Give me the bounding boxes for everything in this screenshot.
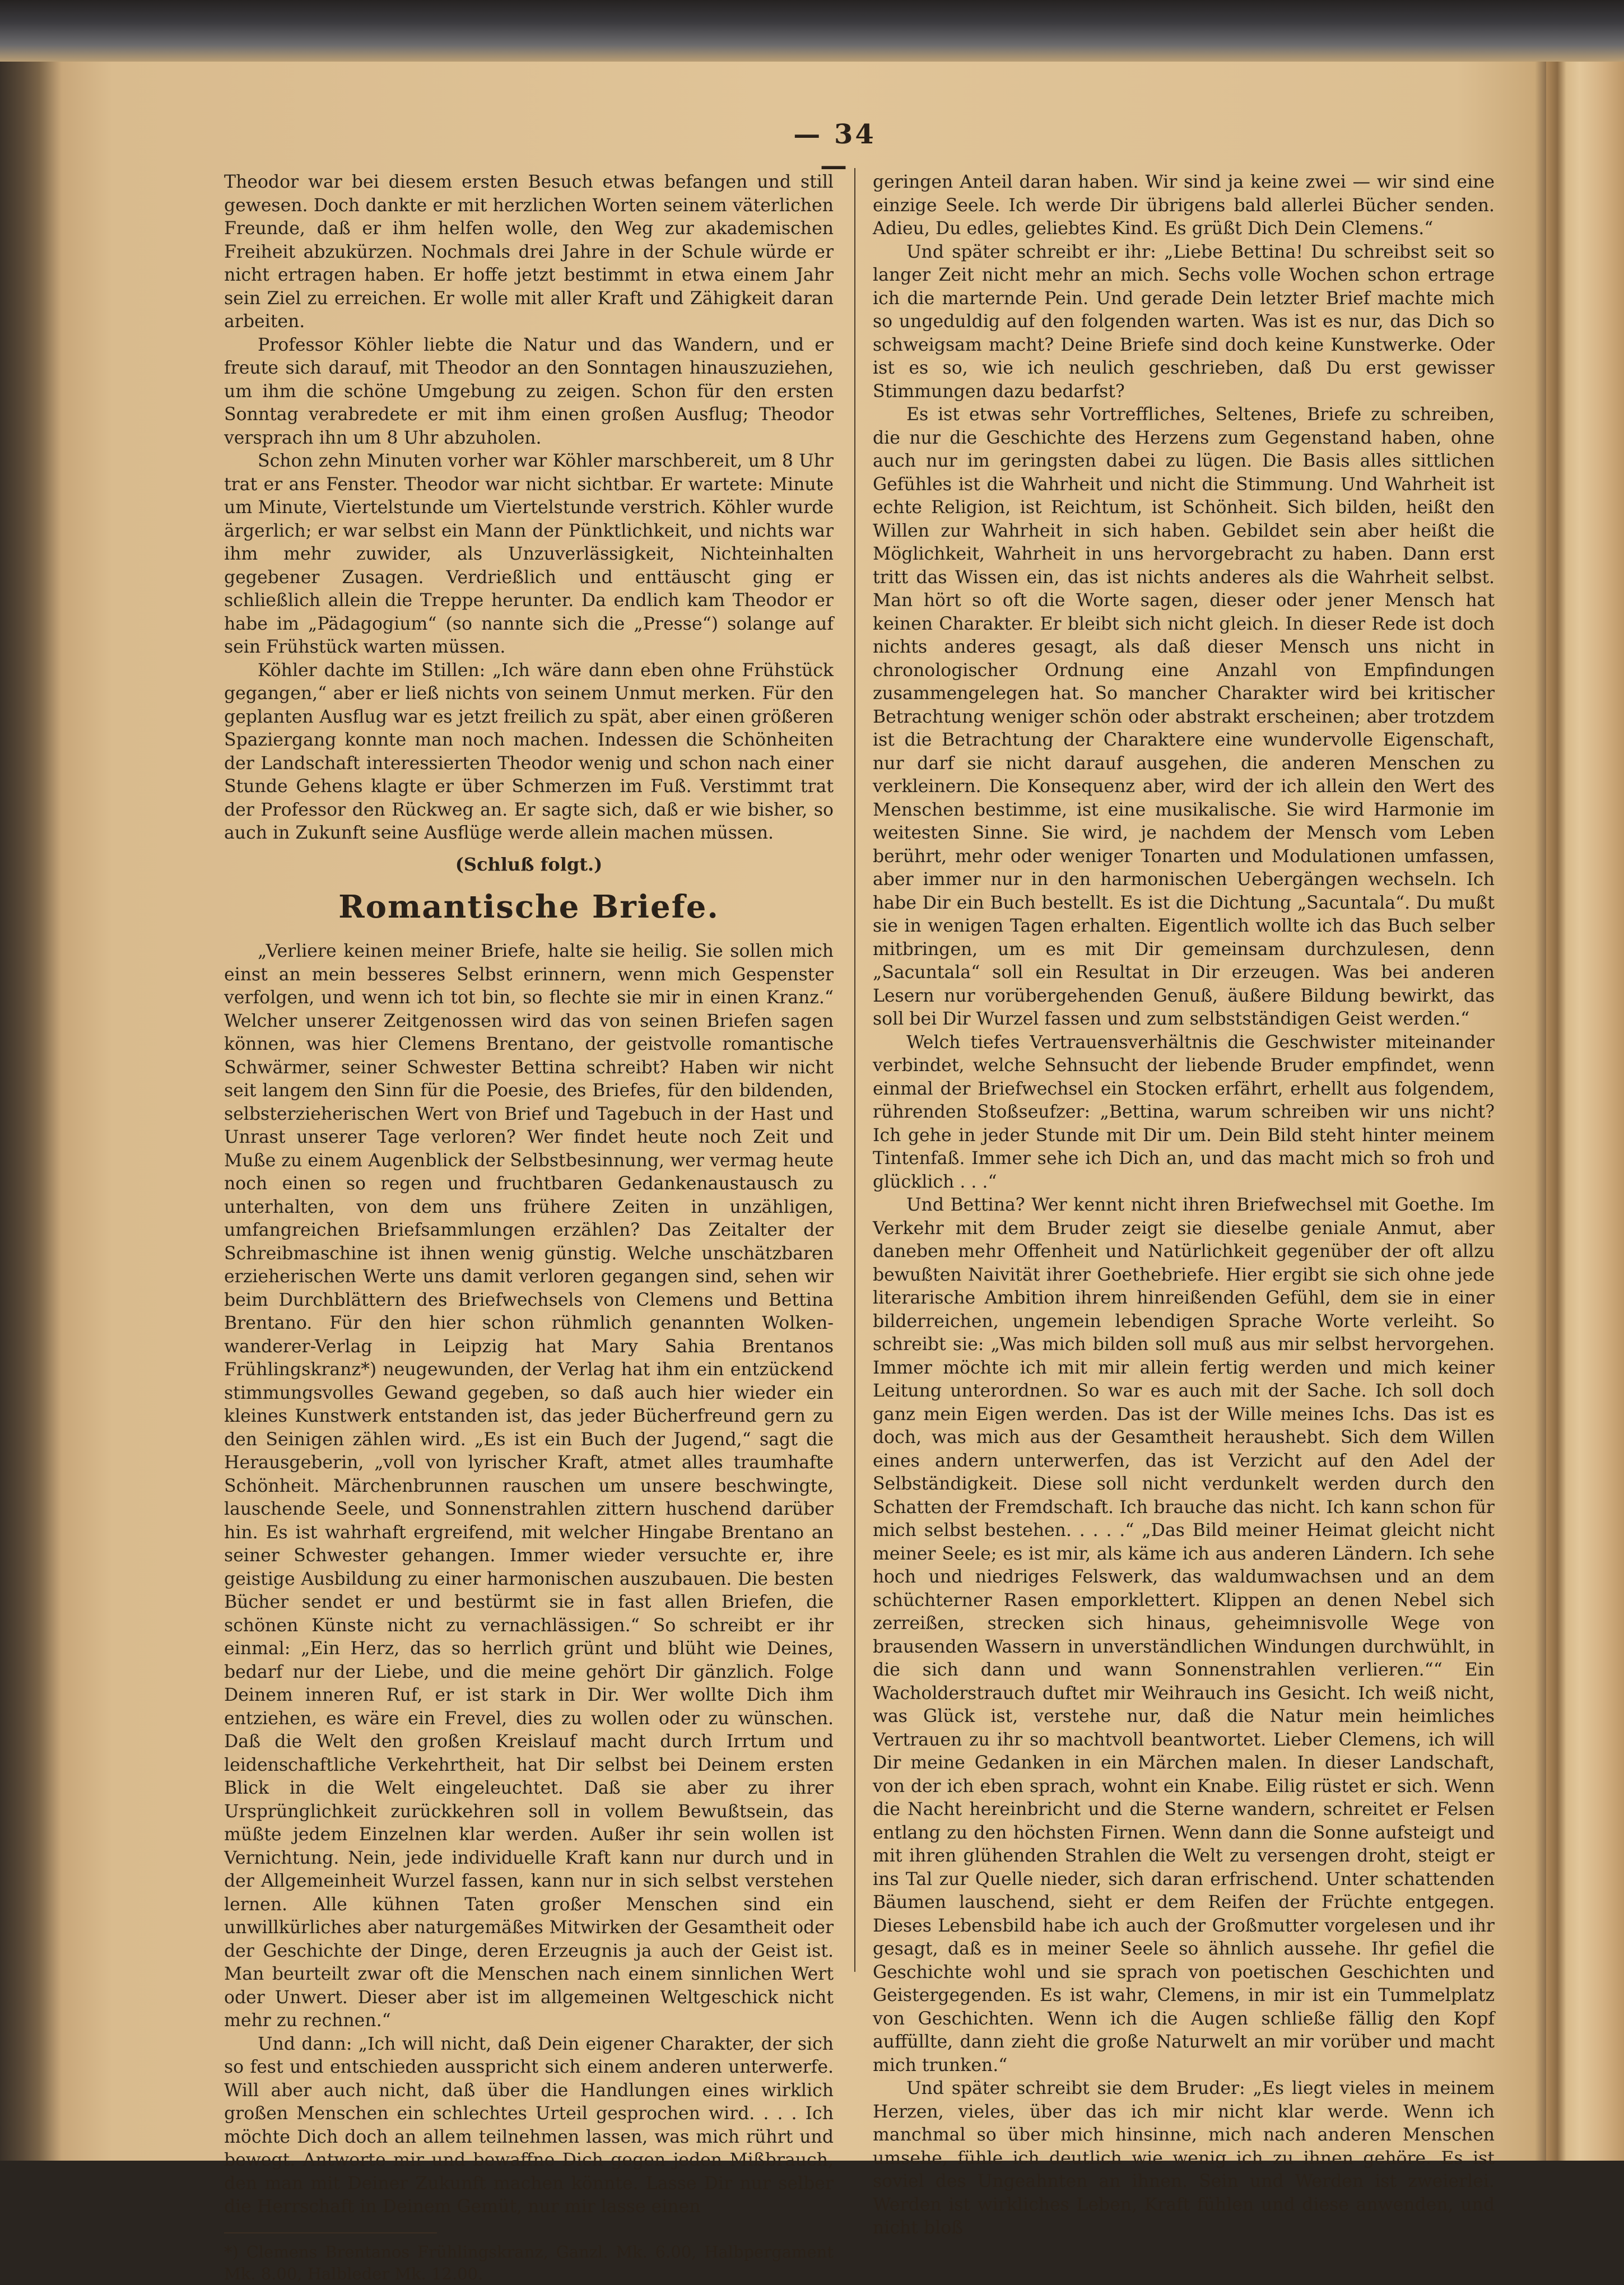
right-paragraph-4: Welch tiefes Vertrauensverhältnis die Geschwister miteinander verbindet, welche Sehnsucht der liebende Bruder empfindet, wenn einmal der Briefwechsel ein Stocken erfährt, erhellt aus folgendem, rührenden Stoßseufzer: „Bettina, warum schreiben wir uns nicht? Ich gehe in jeder Stunde mit Dir um. Dein Bild steht hinter meinem Tintenfaß. Immer sehe ich Dich an, und das macht mich so froh und glücklich . . .“ [873,1032,1495,1192]
right-column [873,171,1495,2240]
left-paragraph-1: Theodor war bei diesem ersten Besuch etwas befangen und still gewesen. Doch dankte er mit herzlichen Worten seinem väterlichen Freunde, daß er ihm helfen wolle, den Weg zur akademischen Freiheit abzukürzen. Nochmals drei Jahre in der Schule würde er nicht ertragen haben. Er hoffe jetzt bestimmt in etwa einem Jahr sein Ziel zu erreichen. Er wolle mit aller Kraft und Zähigkeit daran arbeiten. [224,172,834,332]
left-paragraph-5: „Verliere keinen meiner Briefe, halte sie heilig. Sie sollen mich einst an mein besseres Selbst erinnern, wenn mich Gespenster verfolgen, und wenn ich tot bin, so flechte sie mir in einen Kranz.“ Welcher unserer Zeitgenossen wird das von seinen Briefen sagen können, was hier Clemens Brentano, der geistvolle romantische Schwärmer, seiner Schwester Bettina schreibt? Haben wir nicht seit langem den Sinn für die Poesie, des Briefes, für den bildenden, selbsterzieherischen Wert von Brief und Tagebuch in der Hast und Unrast unserer Tage verloren? Wer findet heute noch Zeit und Muße zu einem Augenblick der Selbstbesinnung, wer vermag heute noch einen so regen und fruchtbaren Gedankenaustausch zu unterhalten, von dem uns frühere Zeiten in unzähligen, umfangreichen Briefsammlungen erzählen? Das Zeitalter der Schreibmaschine ist ihnen wenig günstig. Welche unschätzbaren erzieherischen Werte uns damit verloren gegangen sind, sehen wir beim Durchblättern des Briefwechsels von Clemens und Bettina Brentano. Für den hier schon rühmlich genannten Wolken-wanderer-Verlag in Leipzig hat Mary Sahia Brentanos Frühlingskranz*) neugewunden, der Verlag hat ihm ein entzückend stimmungsvolles Gewand gegeben, so daß auch hier wieder ein kleines Kunstwerk entstanden ist, das jeder Bücherfreund gern zu den Seinigen zählen wird. „Es ist ein Buch der Jugend,“ sagt die Herausgeberin, „voll von lyrischer Kraft, atmet alles traumhafte Schönheit. Märchenbrunnen rauschen um unsere beschwingte, lauschende Seele, und Sonnenstrahlen zittern huschend darüber hin. Es ist wahrhaft ergreifend, mit welcher Hingabe Brentano an seiner Schwester gehangen. Immer wieder versuchte er, ihre geistige Ausbildung zu einer harmonischen auszubauen. Die besten Bücher sendet er und bestürmt sie in fast allen Briefen, die schönen Künste nicht zu vernachlässigen.“ So schreibt er ihr einmal: „Ein Herz, das so herrlich grünt und blüht wie Deines, bedarf nur der Liebe, und die meine gehört Dir gänzlich. Folge Deinem inneren Ruf, er ist stark in Dir. Wer wollte Dich ihm entziehen, es wäre ein Frevel, dies zu wollen oder zu wünschen. Daß die Welt den großen Kreislauf macht durch Irrtum und leidenschaftliche Verkehrtheit, hat Dir selbst bei Deinem ersten Blick in die Welt eingeleuchtet. Daß sie aber zu ihrer Ursprünglichkeit zurückkehren soll in vollem Bewußtsein, das müßte jedem Einzelnen klar werden. Außer ihr sein wollen ist Vernichtung. Nein, jede individuelle Kraft kann nur durch und in der Allgemeinheit Wurzel fassen, kann nur in sich selbst verstehen lernen. Alle kühnen Taten großer Menschen sind ein unwillkürliches aber naturgemäßes Mitwirken der Gesamtheit oder der Geschichte der Dinge, deren Erzeugnis ja auch der Geist ist. Man beurteilt zwar oft die Menschen nach einem sinnlichen Wert oder Unwert. Dieser aber ist im allgemeinen Weltgeschick nicht mehr zu rechnen.“ [224,941,834,2031]
article-heading: Romantische Briefe. [338,888,719,925]
right-paragraph-2: Und später schreibt er ihr: „Liebe Bettina! Du schreibst seit so langer Zeit nicht mehr an mich. Sechs volle Wochen schon ertrage ich die marternde Pein. Und gerade Dein letzter Brief machte mich so ungeduldig auf den folgenden warten. Was ist es nur, das Dich so schweigsam macht? Deine Briefe sind doch keine Kunstwerke. Oder ist es so, wie ich neulich geschrieben, daß Du erst gewisser Stimmungen dazu bedarfst? [873,241,1495,402]
left-paragraph-4: Köhler dachte im Stillen: „Ich wäre dann eben ohne Frühstück gegangen,“ aber er ließ nichts von seinem Unmut merken. Für den geplanten Ausflug war es jetzt freilich zu spät, aber einen größeren Spaziergang konnte man noch machen. Indessen die Schönheiten der Landschaft interessierten Theodor wenig und schon nach einer Stunde Gehens klagte er über Schmerzen im Fuß. Verstimmt trat der Professor den Rückweg an. Er sagte sich, daß er wie bisher, so auch in Zukunft seine Ausflüge werde allein machen müssen. [224,660,834,843]
left-paragraph-3: Schon zehn Minuten vorher war Köhler marschbereit, um 8 Uhr trat er ans Fenster. Theodor war nicht sichtbar. Er wartete: Minute um Minute, Viertelstunde um Viertelstunde verstrich. Köhler wurde ärgerlich; er war selbst ein Mann der Pünktlichkeit, und nichts war ihm mehr zuwider, als Unzuverlässigkeit, Nichteinhalten gegebener Zusagen. Verdrießlich und enttäuscht ging er schließlich allein die Treppe herunter. Da endlich kam Theodor er habe im „Pädagogium“ (so nannte sich die „Presse“) solange auf sein Frühstück warten müssen. [224,451,834,657]
right-paragraph-3: Es ist etwas sehr Vortreffliches, Seltenes, Briefe zu schreiben, die nur die Geschichte des Herzens zum Gegenstand haben, ohne auch nur im geringsten dabei zu lügen. Die Basis alles sittlichen Gefühles ist die Wahrheit und nicht die Stimmung. Und Wahrheit ist echte Religion, ist Reichtum, ist Schönheit. Sich bilden, heißt den Willen zur Wahrheit in sich haben. Gebildet sein aber heißt die Möglichkeit, Wahrheit in uns hervorgebracht zu haben. Dann erst tritt das Wissen ein, das ist nichts anderes als die Wahrheit selbst. Man hört so oft die Worte sagen, dieser oder jener Mensch hat keinen Charakter. Er bleibt sich nicht gleich. In dieser Rede ist doch nichts anderes gesagt, als daß dieser Mensch uns nicht in chronologischer Ordnung eine Anzahl von Empfindungen zusammengelegen hat. So mancher Charakter wird bei kritischer Betrachtung weniger schön oder abstrakt erscheinen; aber trotzdem ist die Betrachtung der Charaktere eine wundervolle Eigenschaft, nur darf sie nicht darauf ausgehen, die anderen Menschen zu verkleinern. Die Konsequenz aber, wird der ich allein den Wert des Menschen bestimme, ist eine musikalische. Sie wird Harmonie im weitesten Sinne. Sie wird, je nachdem der Mensch vom Leben berührt, mehr oder weniger Tonarten und Modulationen umfassen, aber immer nur in den harmonischen Uebergängen wechseln. Ich habe Dir ein Buch bestellt. Es ist die Dichtung „Sacuntala“. Du mußt sie in wenigen Tagen erhalten. Eigentlich wollte ich das Buch selber mitbringen, um es mit Dir gemeinsam durchzulesen, denn „Sacuntala“ soll ein Resultat in Dir erzeugen. Was bei anderen Lesern nur vorübergehenden Genuß, äußere Bildung bewirkt, das soll bei Dir Wurzel fassen und zum selbstständigen Geist werden.“ [873,404,1495,1029]
left-paragraph-2: Professor Köhler liebte die Natur und das Wandern, und er freute sich darauf, mit Theodor an den Sonntagen hinauszuziehen, um ihm die schöne Umgebung zu zeigen. Schon für den ersten Sonntag verabredete er mit ihm einen großen Ausflug; Theodor versprach ihn um 8 Uhr abzuholen. [224,334,834,448]
right-paragraph-6: Und später schreibt sie dem Bruder: „Es liegt vieles in meinem Herzen, vieles, über das ich mir nicht klar werde. Wenn ich manchmal so über mich hinsinne, mich nach anderen Menschen umsehe, fühle ich deutlich wie wenig ich zu ihnen gehöre. Es ist soviel des Ungeahnten an ihnen. Sein und Werden ist zweierlei. Werden ist wirkliches Leben, Kraft fühlen und diese anwenden, und nicht bloß [873,2078,1495,2238]
left-paragraph-6: Und dann: „Ich will nicht, daß Dein eigener Charakter, der sich so fest und entschieden ausspricht sich einem anderen unterwerfe. Will aber auch nicht, daß über die Handlungen eines wirklich großen Menschen ein schlechtes Urteil gesprochen wird. . . . Ich möchte Dich doch an allem teilnehmen lassen, was mich rührt und bewegt. Antworte mir und bewaffne Dich gegen jeden Mißbrauch, den man mit Deiner Zukunft machen könnte. Lasse Dir nur selber die Herrschaft in Deinem Gemüt, nur mir lasse einen [224,2033,834,2217]
right-paragraph-5: Und Bettina? Wer kennt nicht ihren Briefwechsel mit Goethe. Im Verkehr mit dem Bruder zeigt sie dieselbe geniale Anmut, aber daneben mehr Offenheit und Natürlichkeit gegenüber der oft allzu bewußten Naivität ihrer Goethebriefe. Hier ergibt sie sich ohne jede literarische Ambition ihrem hinreißenden Gefühl, dem sie in einer bilderreichen, ungemein lebendigen Sprache Worte verleiht. So schreibt sie: „Was mich bilden soll muß aus mir selbst hervorgehen. Immer möchte ich mit mir allein fertig werden und mich keiner Leitung unterordnen. So war es auch mit der Sache. Ich soll doch ganz mein Eigen werden. Das ist der Wille meines Ichs. Das ist es doch, was mich aus der Gesamtheit heraushebt. Sich dem Willen eines andern unterwerfen, das ist Verzicht auf den Adel der Selbständigkeit. Diese soll nicht verdunkelt werden durch den Schatten der Fremdschaft. Ich brauche das nicht. Ich kann schon für mich selbst bestehen. . . . .“ „Das Bild meiner Heimat gleicht nicht meiner Seele; es ist mir, als käme ich aus anderen Ländern. Ich sehe hoch und niedriges Felswerk, das waldumwachsen und an dem schüchterner Rasen emporklettert. Klippen an denen Nebel sich zerreißen, strecken sich hinaus, geheimnisvolle Wege von brausenden Wassern in unverständlichen Windungen durchwühlt, in die sich dann und wann Sonnenstrahlen verlieren.““ Ein Wacholderstrauch duftet mir Weihrauch ins Gesicht. Ich weiß nicht, was Glück ist, verstehe nur, daß die Natur mein heimliches Vertrauen zu ihr so machtvoll beantwortet. Lieber Clemens, ich will Dir meine Gedanken in ein Märchen malen. In dieser Landschaft, von der ich eben sprach, wohnt ein Knabe. Eilig rüstet er sich. Wenn die Nacht hereinbricht und die Sterne wandern, schreitet er Felsen entlang zu den höchsten Firnen. Wenn dann die Sonne aufsteigt und mit ihren glühenden Strahlen die Welt zu versengen droht, steigt er ins Tal zur Quelle nieder, sich daran erfrischend. Unter schattenden Bäumen lauschend, sieht er dem Reifen der Früchte entgegen. Dieses Lebensbild habe ich auch der Großmutter vorgelesen und ihr gesagt, daß es in meiner Seele so ähnlich aussehe. Ihr gefiel die Geschichte wohl und sie sprach von poetischen Geschichten und Geistergegenden. Es ist wahr, Clemens, in mir ist ein Tummelplatz von Geschichten. Wenn ich die Augen schließe fällig den Kopf auffüllte, dann zieht die große Naturwelt an mir vorüber und macht mich trunken.“ [873,1195,1495,2075]
continuation-note: (Schluß folgt.) [455,853,603,875]
book-right-edge [1546,62,1624,2161]
left-column [224,171,834,2285]
book-top-edge [0,0,1624,62]
page-number: — 34 — [793,119,876,182]
footnote: *) Clemens Brentanos Frühlingskranz, Ganzl. Mk. 6.00, Halbpergament Mk. 8.00, Halbleder Mk. 12.00. [224,2242,834,2283]
right-paragraph-1: geringen Anteil daran haben. Wir sind ja keine zwei — wir sind eine einzige Seele. Ich werde Dir übrigens bald allerlei Bücher senden. Adieu, Du edles, geliebtes Kind. Es grüßt Dich Dein Clemens.“ [873,172,1495,239]
column-divider [854,168,855,1972]
footnote-rule [224,2232,437,2233]
